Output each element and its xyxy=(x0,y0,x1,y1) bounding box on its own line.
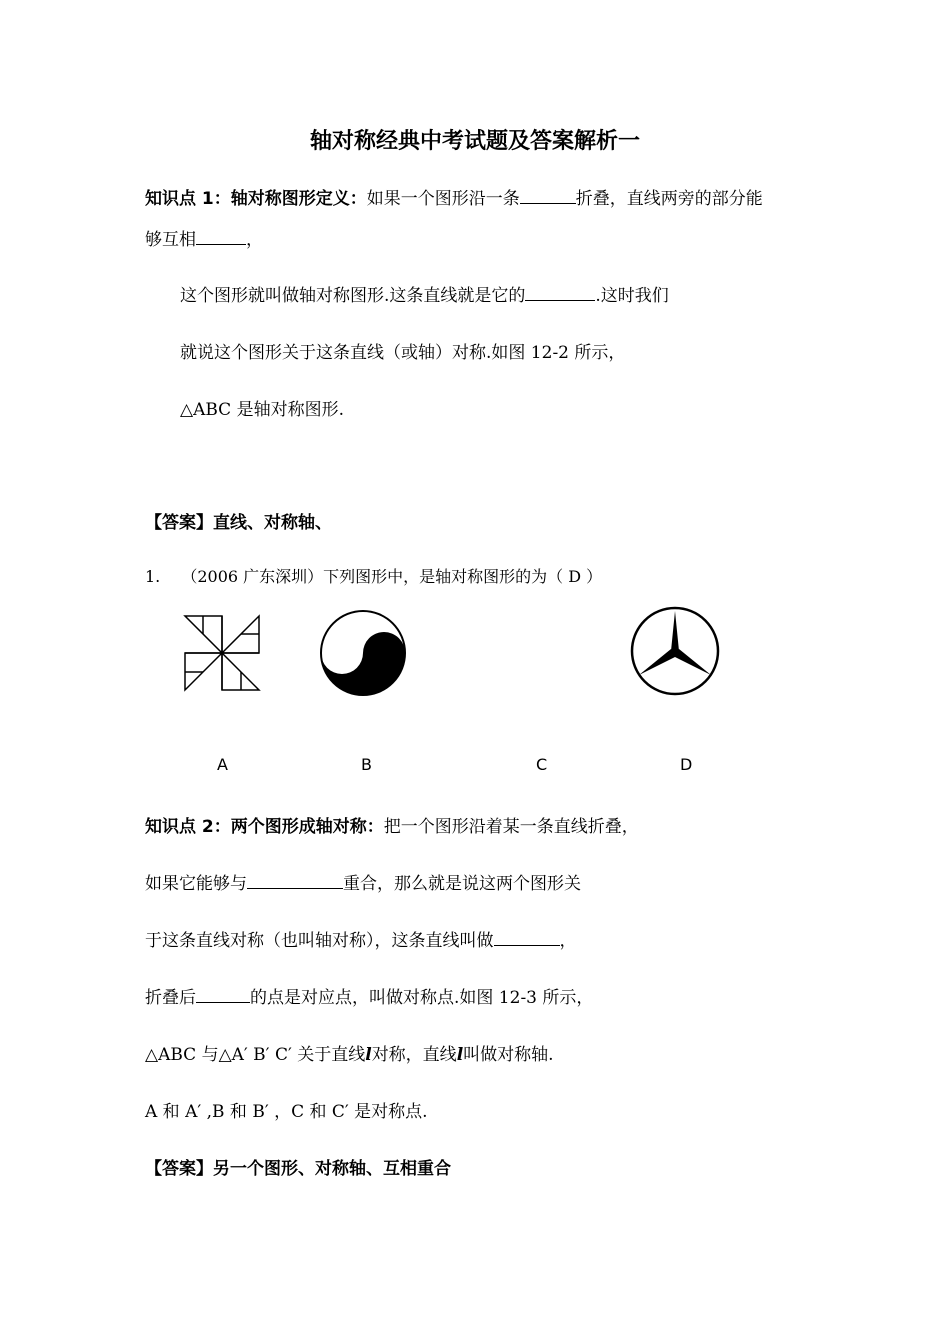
kp2-line5c: 叫做对称轴. xyxy=(463,1045,554,1065)
kp2-line4b: 的点是对应点，叫做对称点.如图 12-3 所示， xyxy=(250,988,594,1008)
option-c-label: C xyxy=(536,755,548,774)
kp1-line3a: 这个图形就叫做轴对称图形.这条直线就是它的 xyxy=(180,286,526,306)
kp2-line4a: 折叠后 xyxy=(145,988,196,1008)
option-d-label: D xyxy=(680,755,693,774)
question-1 xyxy=(145,564,602,587)
kp2-line2a: 如果它能够与 xyxy=(145,874,247,894)
kp2-line3 xyxy=(145,926,577,951)
kp1-label: 知识点 1：轴对称图形定义： xyxy=(145,189,367,209)
kp1-line5: △ABC 是轴对称图形. xyxy=(180,400,344,420)
kp2-label: 知识点 2：两个图形成轴对称： xyxy=(145,817,384,837)
kp2-text: 把一个图形沿着某一条直线折叠， xyxy=(383,817,639,837)
option-a-label: A xyxy=(217,755,228,774)
kp1-line3b: .这时我们 xyxy=(595,286,669,306)
three-pointed-star-figure xyxy=(629,605,721,697)
kp1-line2b: ， xyxy=(246,230,263,250)
answer-1: 【答案】直线、对称轴、 xyxy=(145,513,332,533)
kp2-line3b: ， xyxy=(559,931,577,951)
kp2-line5 xyxy=(145,1040,554,1065)
blank-line xyxy=(494,931,560,946)
blank-line xyxy=(247,874,343,889)
kp2-line4 xyxy=(145,983,593,1008)
blank-line xyxy=(196,988,250,1003)
kp2-line2 xyxy=(145,869,581,894)
kp2-line6: A 和 A′ ,B 和 B′ ，C 和 C′ 是对称点. xyxy=(145,1102,428,1122)
kp2-line5a: △ABC 与△A′ B′ C′ 关于直线 xyxy=(145,1045,366,1065)
answer-2: 【答案】另一个图形、对称轴、互相重合 xyxy=(145,1159,451,1179)
kp1-line2 xyxy=(145,225,263,250)
kp1-line3 xyxy=(180,281,669,306)
kp1-line1 xyxy=(145,184,763,209)
yin-yang-figure xyxy=(318,608,408,698)
kp1-text2: 折叠，直线两旁的部分能 xyxy=(575,189,763,209)
page-title: 轴对称经典中考试题及答案解析一 xyxy=(309,129,640,154)
blank-line xyxy=(196,230,246,245)
line-l-symbol: l xyxy=(365,1045,372,1065)
kp2-line3a: 于这条直线对称（也叫轴对称），这条直线叫做 xyxy=(145,931,494,951)
blank-line xyxy=(520,189,576,204)
kp2-line1 xyxy=(145,812,639,837)
blank-line xyxy=(525,286,595,301)
kp1-line4: 就说这个图形关于这条直线（或轴）对称.如图 12-2 所示， xyxy=(180,343,626,363)
pinwheel-figure xyxy=(183,614,261,692)
kp2-line2b: 重合，那么就是说这两个图形关 xyxy=(343,874,581,894)
line-l-symbol: l xyxy=(456,1045,464,1065)
kp1-text1: 如果一个图形沿一条 xyxy=(366,189,520,209)
option-b-label: B xyxy=(361,755,372,774)
question-number: 1. xyxy=(145,567,161,586)
question-text: （2006 广东深圳）下列图形中，是轴对称图形的为（ D ） xyxy=(181,567,603,586)
kp1-line2a: 够互相 xyxy=(145,230,196,250)
kp2-line5b: 对称，直线 xyxy=(371,1045,457,1065)
